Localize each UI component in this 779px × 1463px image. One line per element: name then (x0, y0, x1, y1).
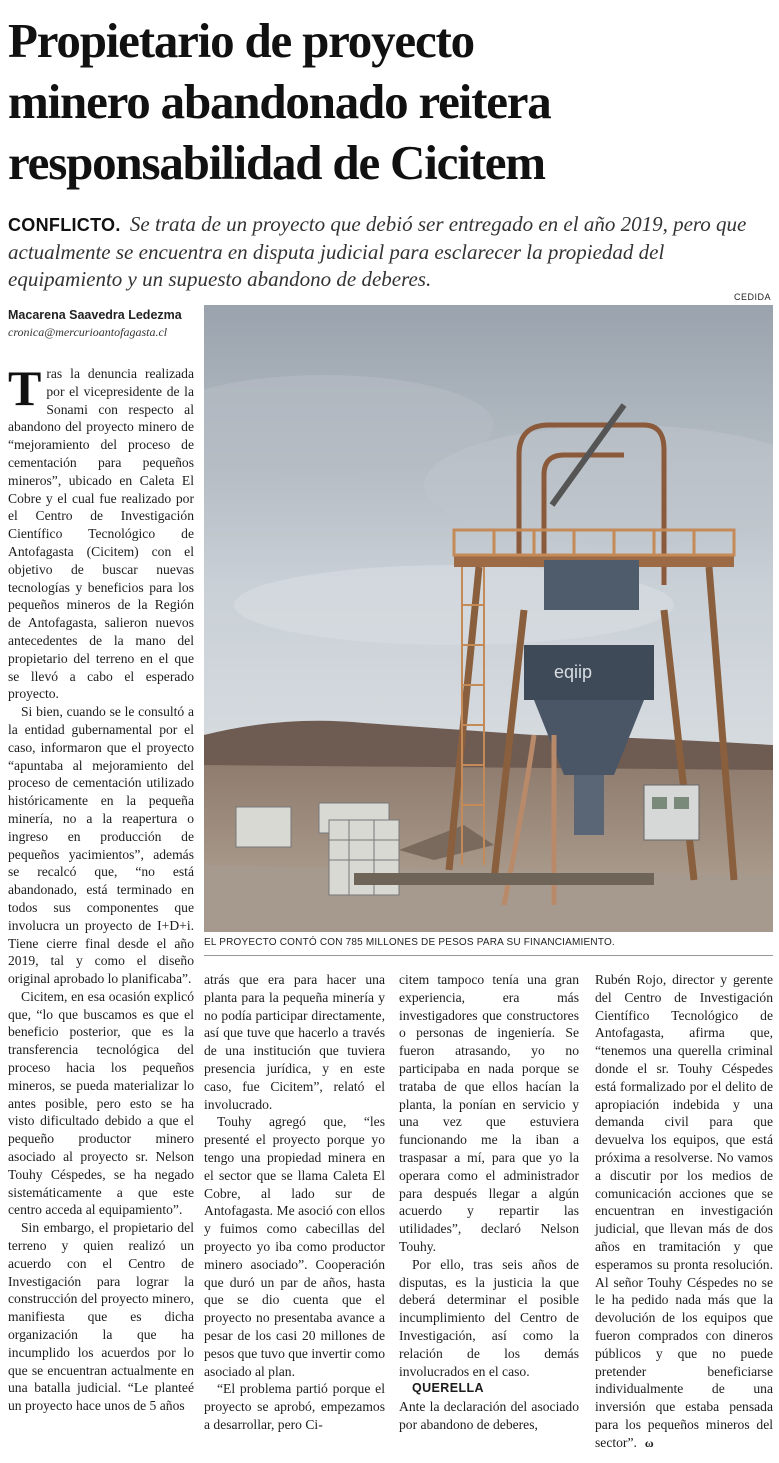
photo-caption: EL PROYECTO CONTÓ CON 785 MILLONES DE PESOS PARA SU FINANCIAMIENTO. (204, 937, 615, 948)
end-mark: ω (644, 1435, 654, 1450)
concrete-slab (354, 873, 654, 885)
headline-line-1: Propietario de proyecto (8, 13, 474, 68)
article-column-2 (204, 971, 385, 1434)
article-column-3 (399, 971, 579, 1434)
paragraph: “El problema partió porque el proyecto se aprobó, empezamos a desarrollar, pero Ci- (204, 1381, 385, 1432)
paragraph: Rubén Rojo, director y gerente del Centro de Investigación Científico Tecnológico de Antofagasta, afirma que, “tenemos una querella criminal donde el sr. Touhy Céspedes está formalizado por el delito de apropiación indebida y una demanda civil para que devuelva los equipos, que está próxima a resolverse. No vamos a discutir por los medios de comunicación acciones que se encuentran en investigación judicial, que llevan más de dos años en tramitación y que esperamos su pronta resolución. Al señor Touhy Céspedes no se le ha pedido nada más que la devolución de los equipos que fueron comprados con dineros públicos y que no puede pretender beneficiarse individualmente de una inversión que estaba pensada para los pequeños mineros del sector”. ω (595, 972, 773, 1450)
photo-credit: CEDIDA (733, 292, 771, 302)
deck-text: Se trata de un proyecto que debió ser entregado en el año 2019, pero que actualmente se encuentra en disputa judicial para esclarecer la propiedad del equipamiento y un supuesto abandono de deberes. (8, 212, 747, 291)
paragraph: Tras la denuncia realizada por el vicepresidente de la Sonami con respecto al abandono del proyecto minero de “mejoramiento del proceso de cementación para pequeños mineros”, ubicado en Caleta El Cobre y el cual fue realizado por el Centro de Investigación Científico Tecnológico de Antofagasta (Cicitem) con el objetivo de buscar nuevas tecnologías y beneficios para los pequeños mineros de la Región de Antofagasta, salieron nuevos antecedentes de la mano del propietario del terreno en el que se llevó a cabo el esperado proyecto. (8, 360, 194, 702)
deck-kicker: CONFLICTO. (8, 215, 121, 235)
paragraph: citem tampoco tenía una gran experiencia, era más investigadores que constructores o personas de ingeniería. Se fueron atrasando, yo no participaba en nada porque se trataba de que ellos hacían la planta, la ponían en servicio y una vez que estuviera funcionando me la iban a traspasar a mí, para que yo la operara como el administrador para después llegar a algún acuerdo y repartir las utilidades”, declaró Nelson Touhy. (399, 972, 579, 1254)
article-photo (204, 305, 773, 932)
byline (8, 308, 198, 340)
paragraph: Ante la declaración del asociado por abandono de deberes, (399, 1399, 579, 1432)
paragraph: Por ello, tras seis años de disputas, es la justicia la que deberá determinar el posible incumplimiento del Centro de Investigación, así como la relación de los demás involucrados en el caso. (399, 1256, 579, 1379)
paragraph: Si bien, cuando se le consultó a la entidad gubernamental por el caso, informaron que el proyecto “apuntaba al mejoramiento del proceso de cementación utilizado históricamente en la pequeña minería, no a la reapertura o ingreso en producción de pequeños yacimientos”, además se recalcó que, “no está abandonado, está terminado en todos sus componentes que involucra un proyecto de I+D+i. Tiene cierre final desde el año 2019, tal y como el diseño original aprobado lo planificaba”. (8, 704, 194, 987)
deck (8, 211, 773, 293)
headline (8, 10, 773, 193)
article-column-4 (595, 971, 773, 1453)
caption-rule (204, 955, 773, 956)
paragraph: Cicitem, en esa ocasión explicó que, “lo que buscamos es que el beneficio posterior, que es la transferencia tecnológica del proceso hacia los pequeños mineros, se pueda materializar lo antes posible, pero esto se ha visto dificultado debido a que el pequeño productor minero asociado al proyecto sr. Nelson Touhy Céspedes, se ha negado sistemáticamente a que este centro acceda al equipamiento”. (8, 988, 194, 1218)
plant-sign-text: eqiip (554, 662, 593, 682)
paragraph: Touhy agregó que, “les presenté el proyecto porque yo tengo una propiedad minera en el sector que se llama Caleta El Cobre, al lado sur de Antofagasta. Me asoció con ellos y fuimos como cabecillas del proyecto yo iba como productor minero asociado”. Cooperación que duró un par de años, hasta que se dio cuenta que el proyecto no presentaba avance a pesar de los casi 20 millones de pesos que tuvo que invertir como asociado al plan. (204, 1114, 385, 1379)
paragraph: atrás que era para hacer una planta para la pequeña minería y no podía participar directamente, así que tuve que hacerlo a través de una institución que tuviera presencia jurídica, y en este caso, fue Cicitem”, relató el involucrado. (204, 972, 385, 1112)
byline-email: cronica@mercurioantofagasta.cl (8, 325, 168, 339)
headline-line-2: minero abandonado reitera (8, 74, 551, 129)
mining-plant-illustration (204, 305, 773, 932)
dropcap: T (8, 360, 42, 416)
headline-line-3: responsabilidad de Cicitem (8, 135, 545, 190)
subhead-querella: QUERELLA (412, 1381, 484, 1396)
electrical-box (644, 785, 699, 840)
byline-name: Macarena Saavedra Ledezma (8, 308, 182, 322)
article-column-1 (8, 360, 194, 1415)
paragraph: Sin embargo, el propietario del terreno y quien realizó un acuerdo con el Centro de Investigación para lograr la construcción del proyecto minero, manifiesta que es dicha organización la que ha incumplido los acuerdos por lo que se encuentran actualmente en una batalla judicial. “Le planteé un proyecto hace unos de 5 años (8, 1220, 194, 1414)
